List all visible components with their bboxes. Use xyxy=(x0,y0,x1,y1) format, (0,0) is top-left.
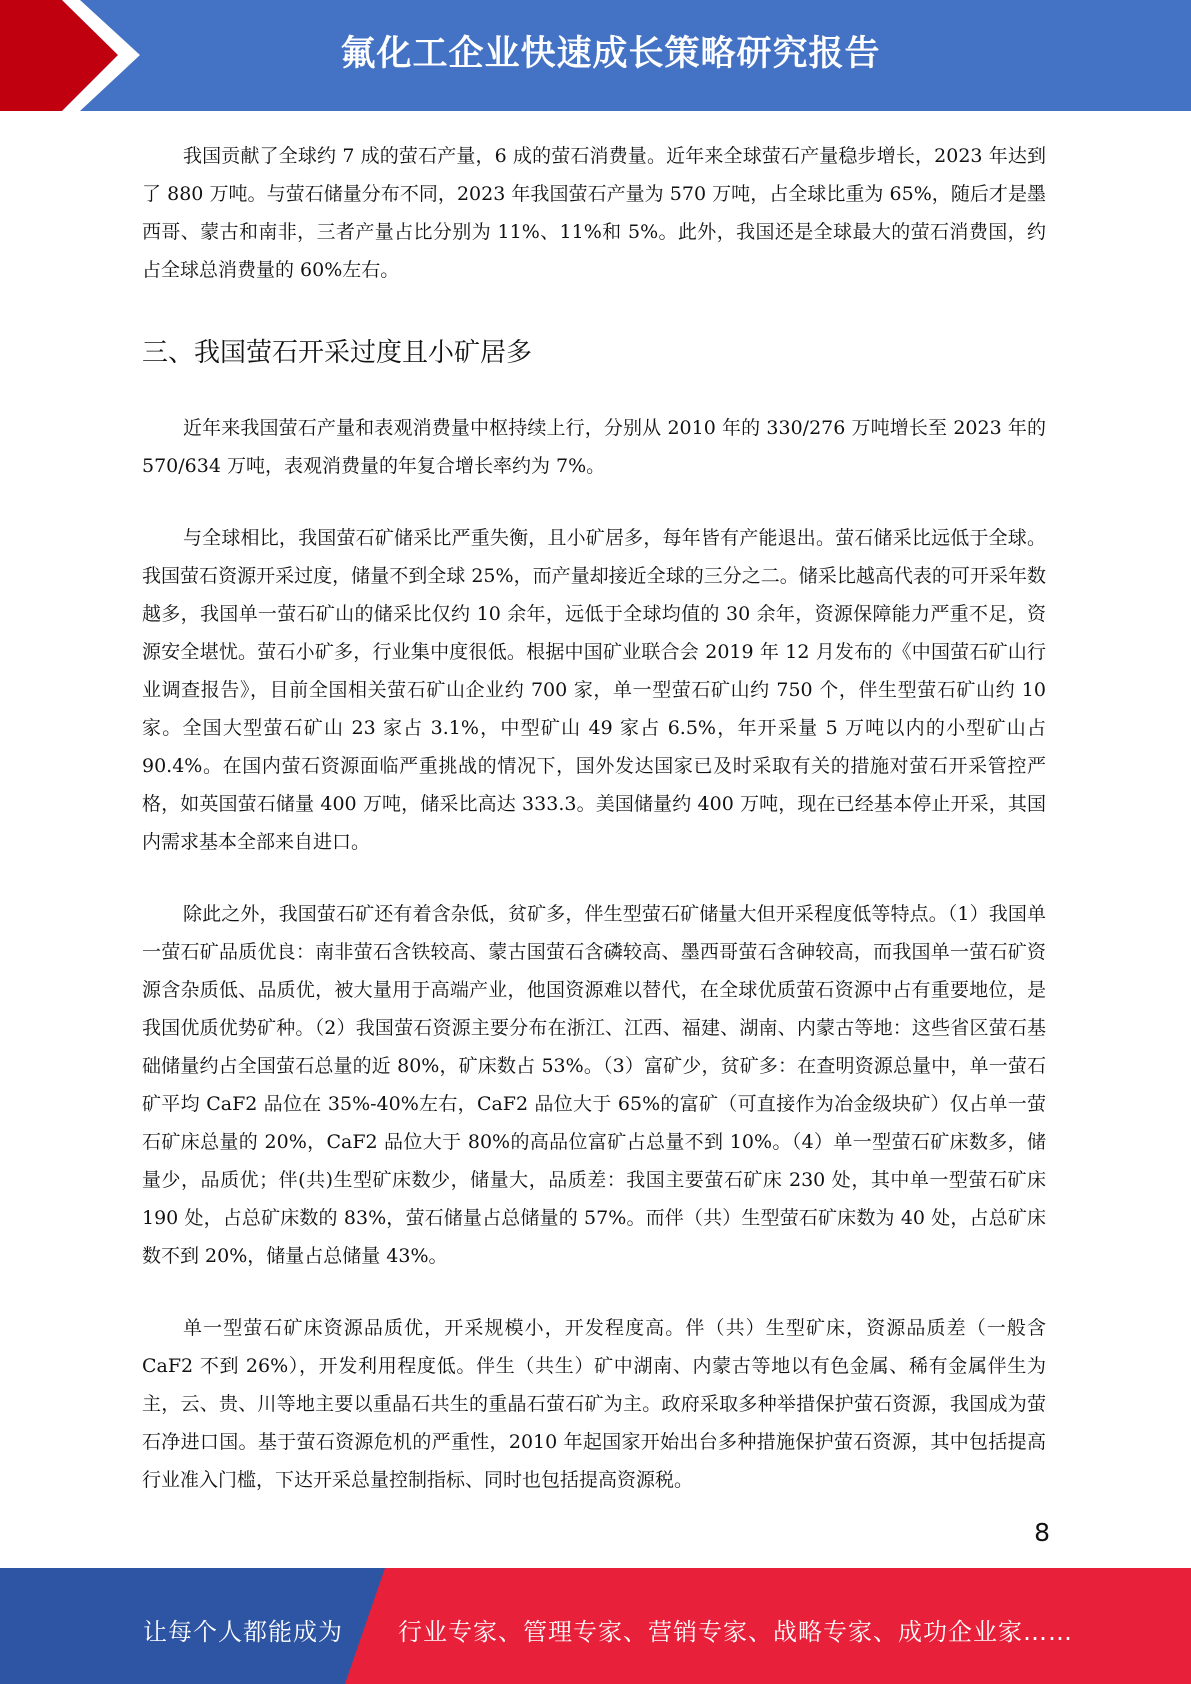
footer-slogan-right: 行业专家、管理专家、营销专家、战略专家、成功企业家…… xyxy=(398,1618,1073,1646)
paragraph-policy: 单一型萤石矿床资源品质优，开采规模小，开发程度高。伴（共）生型矿床，资源品质差（一般含 CaF2 不到 26%），开发利用程度低。伴生（共生）矿中湖南、内蒙古等地以有色金属、稀有金属伴生为主，云、贵、川等地主要以重晶石共生的重晶石萤石矿为主。政府采取多种举措保护萤石资源，我国成为萤石净进口国。基于萤石资源危机的严重性，2010 年起国家开始出台多种措施保护萤石资源，其中包括提高行业准入门槛，下达开采总量控制指标、同时也包括提高资源税。 xyxy=(142,1317,1046,1491)
page-footer xyxy=(0,1568,1191,1684)
report-title: 氟化工企业快速成长策略研究报告 xyxy=(340,34,881,74)
paragraph-characteristics: 除此之外，我国萤石矿还有着含杂低，贫矿多，伴生型萤石矿储量大但开采程度低等特点。（1）我国单一萤石矿品质优良：南非萤石含铁较高、蒙古国萤石含磷较高、墨西哥萤石含砷较高，而我国单一萤石矿资源含杂质低、品质优，被大量用于高端产业，他国资源难以替代，在全球优质萤石资源中占有重要地位，是我国优质优势矿种。（2）我国萤石资源主要分布在浙江、江西、福建、湖南、内蒙古等地：这些省区萤石基础储量约占全国萤石总量的近 80%，矿床数占 53%。（3）富矿少，贫矿多：在查明资源总量中，单一萤石矿平均 CaF2 品位在 35%-40%左右，CaF2 品位大于 65%的富矿（可直接作为冶金级块矿）仅占单一萤石矿床总量的 20%，CaF2 品位大于 80%的高品位富矿占总量不到 10%。（4）单一型萤石矿床数多，储量少，品质优；伴(共)生型矿床数少，储量大，品质差：我国主要萤石矿床 230 处，其中单一型萤石矿床 190 处，占总矿床数的 83%，萤石储量占总储量的 57%。而伴（共）生型萤石矿床数为 40 处，占总矿床数不到 20%，储量占总储量 43%。 xyxy=(142,903,1046,1267)
page-header xyxy=(0,0,1191,111)
page-number: 8 xyxy=(1034,1518,1050,1547)
document-body xyxy=(142,137,1046,1533)
section-heading: 三、我国萤石开采过度且小矿居多 xyxy=(142,338,533,368)
paragraph-global-production: 我国贡献了全球约 7 成的萤石产量，6 成的萤石消费量。近年来全球萤石产量稳步增长，2023 年达到了 880 万吨。与萤石储量分布不同，2023 年我国萤石产量为 570 万吨，占全球比重为 65%，随后才是墨西哥、蒙古和南非，三者产量占比分别为 11%、11%和 5%。此外，我国还是全球最大的萤石消费国，约占全球总消费量的 60%左右。 xyxy=(142,145,1046,281)
paragraph-reserve-ratio: 与全球相比，我国萤石矿储采比严重失衡，且小矿居多，每年皆有产能退出。萤石储采比远低于全球。我国萤石资源开采过度，储量不到全球 25%，而产量却接近全球的三分之二。储采比越高代表的可开采年数越多，我国单一萤石矿山的储采比仅约 10 余年，远低于全球均值的 30 余年，资源保障能力严重不足，资源安全堪忧。萤石小矿多，行业集中度很低。根据中国矿业联合会 2019 年 12 月发布的《中国萤石矿山行业调查报告》，目前全国相关萤石矿山企业约 700 家，单一型萤石矿山约 750 个，伴生型萤石矿山约 10 家。全国大型萤石矿山 23 家占 3.1%，中型矿山 49 家占 6.5%，年开采量 5 万吨以内的小型矿山占 90.4%。在国内萤石资源面临严重挑战的情况下，国外发达国家已及时采取有关的措施对萤石开采管控严格，如英国萤石储量 400 万吨，储采比高达 333.3。美国储量约 400 万吨，现在已经基本停止开采，其国内需求基本全部来自进口。 xyxy=(142,527,1046,853)
footer-slogan-left: 让每个人都能成为 xyxy=(143,1618,343,1646)
paragraph-production-trend: 近年来我国萤石产量和表观消费量中枢持续上行，分别从 2010 年的 330/276 万吨增长至 2023 年的 570/634 万吨，表观消费量的年复合增长率约为 7%。 xyxy=(142,417,1046,477)
